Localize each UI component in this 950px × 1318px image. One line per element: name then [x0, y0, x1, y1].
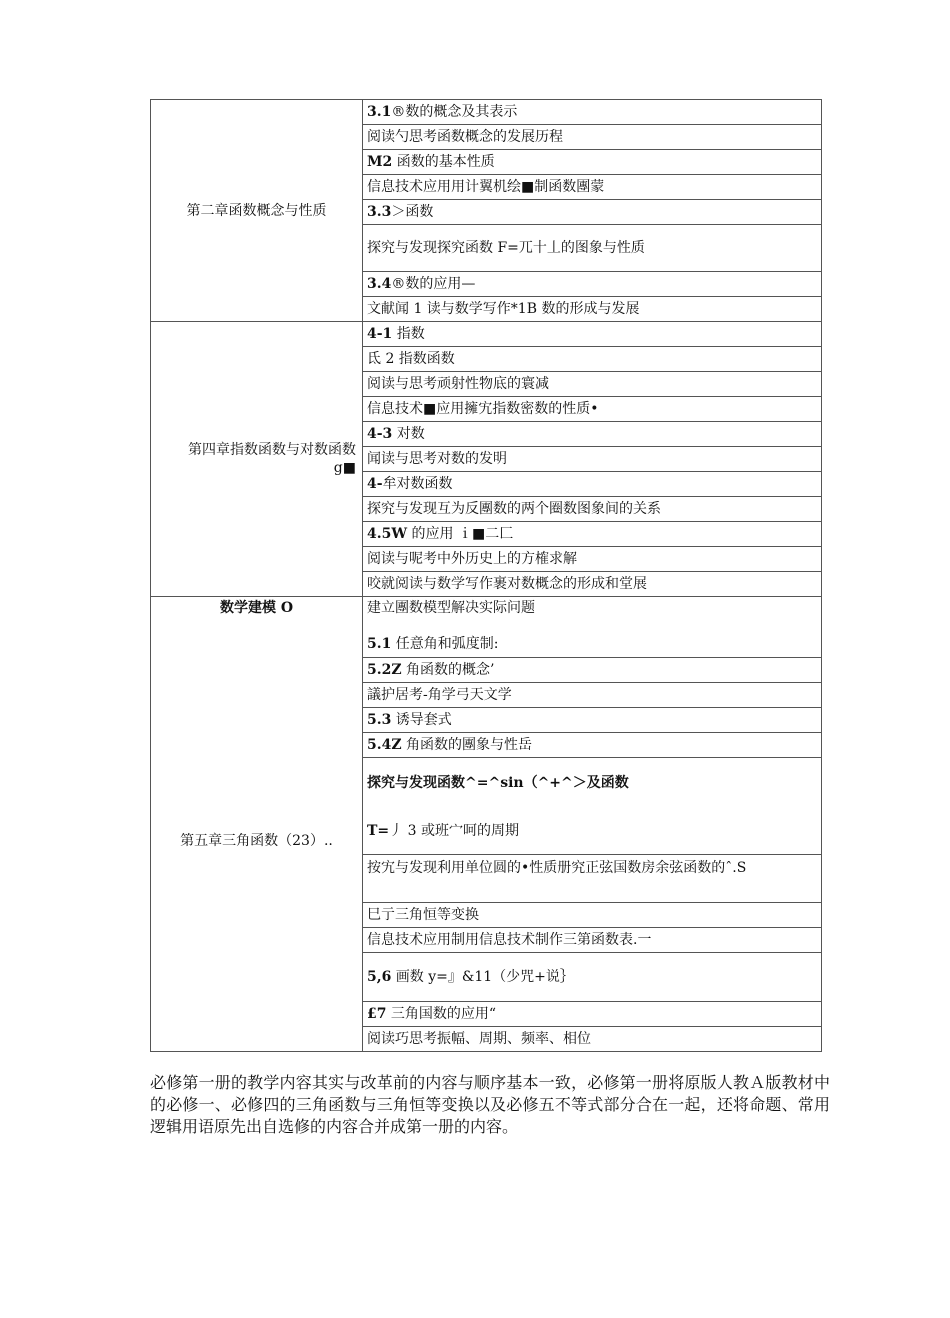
lesson-cell: £7 三角国数的应用“ [363, 1002, 822, 1027]
chapter-title: 数学建模 O [219, 600, 294, 616]
lesson-cell: 信息技术应用用计翼机绘■制函数團蒙 [363, 175, 822, 200]
table-row [151, 100, 822, 125]
lesson-cell: 阅读与思考顽射性物底的寰减 [363, 372, 822, 397]
lesson-cell: 3.1®数的概念及其表示 [363, 100, 822, 125]
lesson-cell: 信息技术■应用擁宄指数密数的性质• [363, 397, 822, 422]
lesson-cell: 按宄与发现利用单位圆的•性质册究正弦国数房余弦函数的ˆ.S [363, 855, 822, 903]
lesson-cell: 3.3＞函数 [363, 200, 822, 225]
table-row [151, 322, 822, 347]
lesson-cell: 探究与发现探究函数 F=兀十丄的图象与性质 [363, 225, 822, 272]
lesson-cell: 5.2Z 角函数的概念’ [363, 658, 822, 683]
lesson-cell: T=丿 3 或班宀呵的周期 [363, 808, 822, 855]
chapter-title: 第二章函数概念与性质 [186, 202, 327, 219]
lesson-cell: 文献闻 1 读与数学写作*1B 数的形成与发展 [363, 297, 822, 322]
paragraph-text: 必修第一册的教学内容其实与改革前的内容与顺序基本一致，必修第一册将原版人教Ａ版教材中的必修一、必修四的三角函数与三角恒等变换以及必修五不等式部分合在一起，还将命题、常用逻辑用语原先出自选修的内容合并成第一册的内容。 [150, 1073, 830, 1136]
lesson-cell: 5,6 画数 y=』&11（少咒+说｝ [363, 953, 822, 1002]
lesson-cell: 5.1 任意角和弧度制: [363, 632, 822, 658]
chapter-cell [151, 100, 363, 322]
summary-paragraph [150, 1072, 830, 1138]
lesson-cell: 氐 2 指数函数 [363, 347, 822, 372]
chapter-title: 第四章指数函数与对数函数 [188, 442, 356, 458]
lesson-cell: 4-牟对数函数 [363, 472, 822, 497]
chapter-title: 第五章三角函数（23）.. [180, 833, 333, 850]
lesson-cell: 咬就阅读与数学写作裹对数概念的形成和堂展 [363, 572, 822, 597]
lesson-cell: 信息技术应用制用信息技术制作三第函数表.一 [363, 928, 822, 953]
lesson-cell: M2 函数的基本性质 [363, 150, 822, 175]
lesson-cell: 阅读勺思考函数概念的发展历程 [363, 125, 822, 150]
lesson-cell: 探究与发现函数^=^sin（^+^＞及函数 [363, 758, 822, 808]
lesson-cell: 巳亍三角恒等变换 [363, 903, 822, 928]
lesson-cell: 闻读与思考对数的发明 [363, 447, 822, 472]
lesson-cell: 建立團数模型解决实际问题 [363, 597, 822, 632]
lesson-cell: 5.4Z 角函数的團象与性岳 [363, 733, 822, 758]
lesson-cell: 3.4®数的应用— [363, 272, 822, 297]
lesson-cell: 5.3 诱导套式 [363, 708, 822, 733]
lesson-cell: 議护居考-角学弓天文学 [363, 683, 822, 708]
lesson-cell: 探究与发现互为反團数的两个圈数图象间的关系 [363, 497, 822, 522]
lesson-cell: 阅读与呢考中外历史上的方榷求解 [363, 547, 822, 572]
chapter-cell [151, 632, 363, 1052]
chapter-cell [151, 322, 363, 597]
lesson-cell: 阅读巧思考振幅、周期、频率、相位 [363, 1027, 822, 1052]
table-row [151, 597, 822, 632]
chapter-title-extra: g■ [333, 460, 356, 476]
syllabus-table [150, 99, 822, 1052]
chapter-cell [151, 597, 363, 632]
lesson-cell: 4-1 指数 [363, 322, 822, 347]
lesson-cell: 4.5W 的应用 ｉ■二匚 [363, 522, 822, 547]
table-row [151, 632, 822, 658]
lesson-cell: 4-3 对数 [363, 422, 822, 447]
